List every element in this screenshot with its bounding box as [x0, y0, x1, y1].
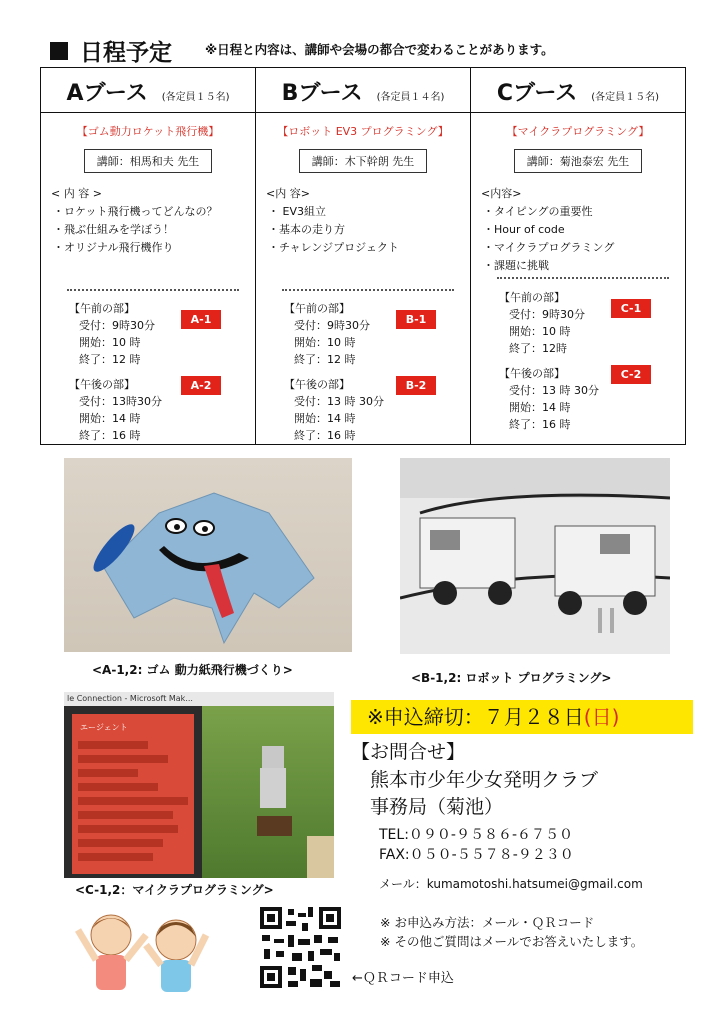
agent-panel — [72, 714, 194, 874]
booth-c-capacity: (各定員１５名) — [591, 91, 660, 103]
list-item: ・課題に挑戦 — [483, 259, 549, 272]
session-start: 開始：10 時 — [294, 336, 356, 349]
deadline-text: ※申込締切：７月２８日 — [367, 705, 584, 729]
session-start: 開始：14 時 — [79, 412, 141, 425]
questions-note: ※ その他ご質問はメールでお答えいたします。 — [380, 934, 644, 949]
booth-b-content-heading: <内 容> — [266, 187, 310, 200]
booth-c-content-heading: <内容> — [481, 187, 522, 200]
session-code-badge: A-2 — [181, 376, 221, 395]
qr-code-icon — [258, 905, 343, 990]
session-end: 終了：12時 — [509, 342, 567, 355]
window-title-bar: le Connection - Microsoft Mak... — [64, 692, 334, 706]
session-end: 終了：12 時 — [294, 353, 356, 366]
list-item: ・Hour of code — [483, 223, 565, 236]
contact-email: メール：kumamotoshi.hatsumei@gmail.com — [379, 877, 643, 891]
session-start: 開始：10 時 — [79, 336, 141, 349]
session-end: 終了：12 時 — [79, 353, 141, 366]
session-title: 【午前の部】 — [69, 302, 135, 315]
minecraft-world-view — [202, 706, 334, 878]
list-item: ・マイクラプログラミング — [483, 241, 615, 254]
booth-a-content-heading: < 内 容 > — [51, 187, 102, 200]
session-title: 【午前の部】 — [284, 302, 350, 315]
booth-c-name: Cブース — [496, 80, 578, 106]
paper-airplane-illustration — [64, 458, 352, 652]
session-reception: 受付：13 時 30分 — [509, 384, 599, 397]
booth-a-am-session — [69, 300, 255, 368]
list-item: ・飛ぶ仕組みを学ぼう！ — [53, 223, 174, 236]
booth-b-teacher: 講師：木下幹朗 先生 — [299, 149, 428, 173]
booth-b-pm-session — [284, 376, 470, 444]
agent-panel-title: エージェント — [80, 723, 128, 732]
session-reception: 受付：13 時 30分 — [294, 395, 384, 408]
session-end: 終了：16 時 — [79, 429, 141, 442]
minecraft-agent-illustration — [202, 706, 334, 878]
booth-c-pm-session — [499, 365, 685, 433]
paper-airplane-photo — [64, 458, 352, 652]
booth-c-course: 【マイクラプログラミング】 — [506, 125, 650, 138]
session-title: 【午前の部】 — [499, 291, 565, 304]
contact-org: 熊本市少年少女発明クラブ — [370, 769, 599, 791]
session-code-badge: B-2 — [396, 376, 436, 395]
booth-a-details — [41, 113, 256, 445]
session-start: 開始：14 時 — [294, 412, 356, 425]
booth-b-am-session — [284, 300, 470, 368]
contact-tel: TEL:０９０-９５８６-６７５０ — [379, 827, 574, 843]
booth-b-header — [256, 68, 471, 113]
booth-a-teacher: 講師：相馬和夫 先生 — [84, 149, 213, 173]
list-item: ・チャレンジプロジェクト — [268, 241, 399, 254]
booth-a-pm-session — [69, 376, 255, 444]
booth-a-header — [41, 68, 256, 113]
ev3-robot-illustration — [400, 458, 670, 654]
photo-c-caption: <C-1,2：マイクラプログラミング> — [75, 883, 274, 897]
booth-c-details — [471, 113, 686, 445]
schedule-heading — [50, 34, 172, 67]
session-reception: 受付：9時30分 — [294, 319, 370, 332]
list-item: ・タイピングの重要性 — [483, 205, 593, 218]
schedule-title: 日程予定 — [80, 40, 172, 66]
session-code-badge: C-1 — [611, 299, 651, 318]
session-title: 【午後の部】 — [499, 367, 565, 380]
schedule-note: ※日程と内容は、講師や会場の都合で変わることがあります。 — [205, 42, 554, 57]
list-item: ・ロケット飛行機ってどんなの？ — [53, 205, 218, 218]
photo-a-caption: <A-1,2: ゴム 動力紙飛行機づくり> — [92, 663, 293, 677]
session-code-badge: A-1 — [181, 310, 221, 329]
session-end: 終了：16 時 — [509, 418, 571, 431]
contact-fax: FAX:０５０-５５７８-９２３０ — [379, 847, 574, 863]
booth-c-header — [471, 68, 686, 113]
session-reception: 受付：13時30分 — [79, 395, 162, 408]
booth-a-capacity: (各定員１５名) — [161, 91, 230, 103]
kids-illustration — [66, 905, 216, 1000]
deadline-day: (日) — [583, 705, 620, 729]
kids-cheering-icon — [66, 905, 216, 1000]
session-end: 終了：16 時 — [294, 429, 356, 442]
session-start: 開始：14 時 — [509, 401, 571, 414]
contact-heading: 【お問合せ】 — [351, 741, 466, 763]
session-code-badge: C-2 — [611, 365, 651, 384]
code-blocks-illustration — [72, 733, 194, 873]
list-item: ・オリジナル飛行機作り — [53, 241, 174, 254]
session-reception: 受付：9時30分 — [79, 319, 155, 332]
booth-b-details — [256, 113, 471, 445]
booth-table — [40, 67, 686, 445]
divider — [67, 289, 239, 291]
booth-b-capacity: (各定員１４名) — [376, 91, 445, 103]
contact-office: 事務局（菊池） — [370, 796, 504, 818]
session-title: 【午後の部】 — [284, 378, 350, 391]
deadline-banner — [351, 700, 693, 734]
booth-b-course: 【ロボット EV3 プログラミング】 — [277, 125, 449, 138]
booth-c-teacher: 講師：菊池泰宏 先生 — [514, 149, 643, 173]
booth-a-course: 【ゴム動力ロケット飛行機】 — [76, 125, 220, 138]
list-item: ・基本の走り方 — [268, 223, 345, 236]
apply-method-note: ※ お申込み方法：メール・ＱＲコード — [380, 915, 595, 930]
list-item: ・ EV3組立 — [268, 205, 326, 218]
qr-code[interactable] — [258, 905, 343, 990]
ev3-robot-photo — [400, 458, 670, 654]
session-start: 開始：10 時 — [509, 325, 571, 338]
booth-a-name: Aブース — [66, 80, 148, 106]
divider — [497, 277, 669, 279]
session-reception: 受付：9時30分 — [509, 308, 585, 321]
booth-b-name: Bブース — [281, 80, 363, 106]
booth-c-am-session — [499, 289, 685, 357]
divider — [282, 289, 454, 291]
session-code-badge: B-1 — [396, 310, 436, 329]
square-bullet-icon — [50, 42, 68, 60]
minecraft-screen-photo — [64, 692, 334, 878]
photo-b-caption: <B-1,2: ロボット プログラミング> — [411, 671, 612, 685]
session-title: 【午後の部】 — [69, 378, 135, 391]
qr-code-label: ←ＱＲコード申込 — [352, 971, 454, 986]
